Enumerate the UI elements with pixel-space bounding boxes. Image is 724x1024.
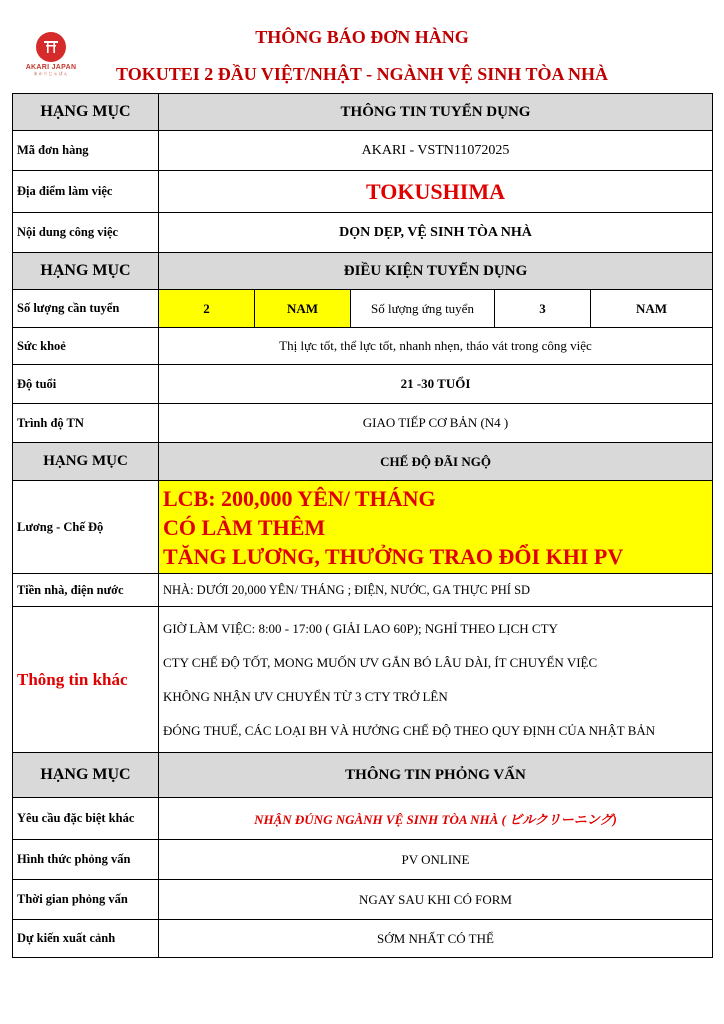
section-header-row xyxy=(13,94,713,131)
job-label: Nội dung công việc xyxy=(13,213,159,253)
other-info-line: ĐÓNG THUẾ, CÁC LOẠI BH VÀ HƯỞNG CHẾ ĐỘ THEO QUY ĐỊNH CỦA NHẬT BẢN xyxy=(163,722,656,738)
other-info-value xyxy=(159,607,713,753)
location-label: Địa điểm làm việc xyxy=(13,171,159,213)
table-row xyxy=(13,840,713,880)
table-row xyxy=(13,607,713,753)
section-label: HẠNG MỤC xyxy=(13,443,159,481)
age-value: 21 -30 TUỔI xyxy=(159,365,713,404)
table-row xyxy=(13,131,713,171)
order-code-value: AKARI - VSTN11072025 xyxy=(159,131,713,171)
table-row xyxy=(13,404,713,443)
section-label: HẠNG MỤC xyxy=(13,253,159,290)
table-row xyxy=(13,798,713,840)
departure-label: Dự kiến xuất cảnh xyxy=(13,920,159,958)
order-code-label: Mã đơn hàng xyxy=(13,131,159,171)
other-info-line: KHÔNG NHẬN ƯV CHUYỂN TỪ 3 CTY TRỞ LÊN xyxy=(163,688,448,704)
other-info-line: CTY CHẾ ĐỘ TỐT, MONG MUỐN ƯV GẮN BÓ LÂU DÀI, ÍT CHUYỂN VIỆC xyxy=(163,654,598,670)
quantity-apply-gender: NAM xyxy=(591,290,713,328)
table-row xyxy=(13,171,713,213)
section-header-row xyxy=(13,253,713,290)
salary-value xyxy=(159,481,713,574)
salary-line: LCB: 200,000 YÊN/ THÁNG xyxy=(163,485,436,511)
other-info-line: GIỜ LÀM VIỆC: 8:00 - 17:00 ( GIẢI LAO 60P); NGHỈ THEO LỊCH CTY xyxy=(163,620,558,636)
interview-time-label: Thời gian phỏng vấn xyxy=(13,880,159,920)
section-header-row xyxy=(13,443,713,481)
salary-label: Lương - Chế Độ xyxy=(13,481,159,574)
table-row xyxy=(13,213,713,253)
health-value: Thị lực tốt, thể lực tốt, nhanh nhẹn, tháo vát trong công việc xyxy=(159,328,713,365)
section-recruit-info: THÔNG TIN TUYỂN DỤNG xyxy=(159,94,713,131)
section-interview: THÔNG TIN PHỎNG VẤN xyxy=(159,753,713,798)
special-value: NHẬN ĐÚNG NGÀNH VỆ SINH TÒA NHÀ ( ビルクリーニング) xyxy=(159,798,713,840)
job-order-table xyxy=(12,93,713,958)
logo-subtext: あかりじゃぱん xyxy=(33,71,69,76)
table-row xyxy=(13,365,713,404)
section-header-row xyxy=(13,753,713,798)
level-value: GIAO TIẾP CƠ BẢN (N4 ) xyxy=(159,404,713,443)
quantity-apply: 3 xyxy=(495,290,591,328)
table-row xyxy=(13,290,713,328)
housing-value: NHÀ: DƯỚI 20,000 YÊN/ THÁNG ; ĐIỆN, NƯỚC, GA THỰC PHÍ SD xyxy=(159,574,713,607)
special-label: Yêu cầu đặc biệt khác xyxy=(13,798,159,840)
interview-time-value: NGAY SAU KHI CÓ FORM xyxy=(159,880,713,920)
housing-label: Tiền nhà, điện nước xyxy=(13,574,159,607)
salary-line: TĂNG LƯƠNG, THƯỞNG TRAO ĐỔI KHI PV xyxy=(163,543,624,569)
quantity-needed: 2 xyxy=(159,290,255,328)
interview-form-value: PV ONLINE xyxy=(159,840,713,880)
table-row xyxy=(13,328,713,365)
quantity-needed-gender: NAM xyxy=(255,290,351,328)
table-row xyxy=(13,481,713,574)
quantity-apply-label: Số lượng ứng tuyển xyxy=(351,290,495,328)
table-row xyxy=(13,574,713,607)
departure-value: SỚM NHẤT CÓ THỂ xyxy=(159,920,713,958)
interview-form-label: Hình thức phỏng vấn xyxy=(13,840,159,880)
quantity-label: Số lượng cần tuyển xyxy=(13,290,159,328)
location-value: TOKUSHIMA xyxy=(159,171,713,213)
page-subtitle: TOKUTEI 2 ĐẦU VIỆT/NHẬT - NGÀNH VỆ SINH TÒA NHÀ xyxy=(116,64,608,84)
section-conditions: ĐIỀU KIỆN TUYỂN DỤNG xyxy=(159,253,713,290)
age-label: Độ tuổi xyxy=(13,365,159,404)
section-label: HẠNG MỤC xyxy=(13,94,159,131)
other-info-label: Thông tin khác xyxy=(13,607,159,753)
section-benefits: CHẾ ĐỘ ĐÃI NGỘ xyxy=(159,443,713,481)
section-label: HẠNG MỤC xyxy=(13,753,159,798)
table-row xyxy=(13,920,713,958)
salary-line: CÓ LÀM THÊM xyxy=(163,514,326,540)
table-row xyxy=(13,880,713,920)
level-label: Trình độ TN xyxy=(13,404,159,443)
logo-text: AKARI JAPAN xyxy=(25,64,77,71)
health-label: Sức khoẻ xyxy=(13,328,159,365)
page-title: THÔNG BÁO ĐƠN HÀNG xyxy=(255,27,469,47)
job-value: DỌN DẸP, VỆ SINH TÒA NHÀ xyxy=(159,213,713,253)
